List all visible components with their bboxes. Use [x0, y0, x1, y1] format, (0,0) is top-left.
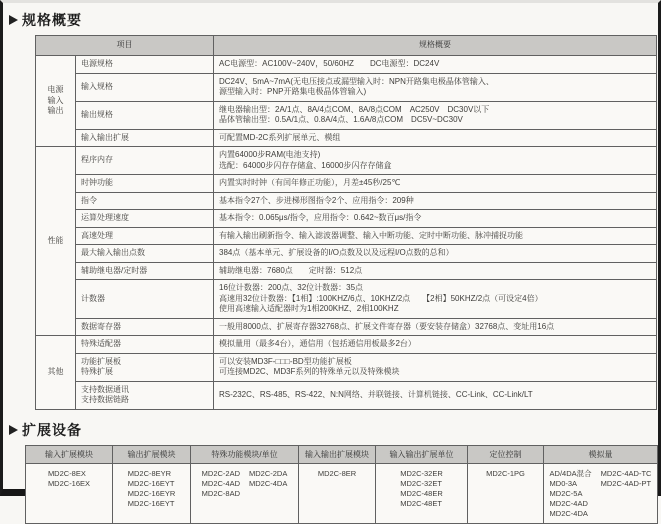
spec-value-line: 晶体管输出型：0.5A/1点、0.8A/4点、1.6A/8点COM DC5V~DC30V — [219, 115, 463, 124]
expansion-table-body — [26, 463, 658, 523]
model-number: MD2C-32ER — [400, 468, 443, 478]
item-label-line: 功能扩展板 — [81, 356, 121, 366]
item-label-cell — [76, 147, 214, 175]
expansion-models-cell — [113, 463, 191, 523]
item-label-line: 支持数据通讯 — [81, 384, 129, 394]
spec-value-cell — [214, 245, 657, 263]
spec-value-line: 可以安装MD3F-□□□-BD型功能扩展板 — [219, 356, 352, 366]
item-label-line: 指令 — [81, 195, 97, 205]
spec-row — [36, 175, 657, 193]
group-label-line: 输入 — [47, 95, 64, 105]
expansion-column-header: 模拟量 — [544, 445, 658, 463]
item-label-line: 输出规格 — [81, 109, 113, 119]
item-label-line: 支持数据链路 — [81, 395, 129, 404]
expansion-column-header: 特殊功能模块/单位 — [191, 445, 299, 463]
section-arrow-icon — [9, 15, 18, 25]
spec-value-cell — [214, 129, 657, 147]
item-label-line: 输入规格 — [81, 81, 113, 91]
spec-value-cell — [214, 192, 657, 210]
spec-value-cell — [214, 381, 657, 409]
model-columns — [28, 469, 110, 488]
item-label-cell — [76, 56, 214, 74]
model-number: MD2C-4AD-PT — [600, 478, 652, 488]
spec-value-line: RS-232C、RS-485、RS-422、N:N网络、并联链接、计算机链接、CC-Link、CC-Link/LT — [219, 389, 533, 399]
model-number: MD2C-2AD — [201, 468, 240, 478]
spec-section-title-text: 规格概要 — [22, 12, 82, 28]
group-label-cell — [36, 147, 76, 336]
item-label-line: 最大输入输出点数 — [81, 248, 145, 257]
group-label-line: 其他 — [47, 367, 64, 376]
spec-value-cell — [214, 280, 657, 319]
model-number: MD2C-8EX — [47, 468, 86, 478]
item-label-cell — [76, 227, 214, 245]
spec-section-title — [9, 10, 658, 30]
spec-header-row — [36, 36, 657, 56]
spec-value-line: 源型输入时：PNP开路集电极晶体管输入) — [219, 87, 367, 96]
model-column — [48, 469, 90, 488]
expansion-column-header: 输入扩展模块 — [26, 445, 113, 463]
item-label-line: 高速处理 — [81, 230, 113, 240]
section-arrow-icon — [9, 425, 18, 435]
model-number: MD2C-8AD — [201, 488, 240, 498]
item-label-cell — [76, 129, 214, 147]
item-label-line: 辅助继电器/定时器 — [81, 265, 148, 275]
item-label-line: 输入输出扩展 — [81, 132, 129, 142]
spec-value-line: 可连接MD2C、MD3F系列的特殊单元以及特殊模块 — [219, 367, 400, 376]
expansion-section-title — [9, 420, 658, 440]
item-label-line: 特殊扩展 — [81, 367, 113, 376]
spec-value-line: 继电器输出型：2A/1点、8A/4点COM、8A/8点COM AC250V DC30V以下 — [219, 104, 490, 114]
spec-row — [36, 227, 657, 245]
group-label-cell — [36, 56, 76, 147]
model-number: MD2C-48ET — [400, 498, 442, 508]
spec-value-line: 模拟量用（最多4台），通信用（包括通信用板最多2台） — [219, 339, 416, 348]
spec-row — [36, 336, 657, 354]
spec-value-cell — [214, 353, 657, 381]
expansion-header-row — [26, 445, 658, 463]
model-number: MD2C-16EYR — [127, 488, 176, 498]
spec-row — [36, 353, 657, 381]
spec-table-body — [36, 56, 657, 410]
item-label-line: 电源规格 — [81, 59, 113, 68]
spec-value-line: 辅助继电器：7680点 定时器：512点 — [219, 265, 363, 275]
spec-value-line: DC24V、5mA~7mA(无电压接点或漏型输入时：NPN开路集电极晶体管输入、 — [219, 76, 494, 86]
item-label-line: 数据寄存器 — [81, 321, 121, 331]
item-label-line: 计数器 — [81, 293, 105, 303]
spec-row — [36, 192, 657, 210]
spec-value-line: 选配：64000步闪存存储盒、16000步闪存存储盒 — [219, 160, 392, 170]
spec-overview-table — [35, 35, 657, 410]
expansion-devices-table — [25, 445, 658, 524]
model-columns — [470, 469, 541, 478]
spec-value-line: 基本指令：0.065μs/指令，应用指令：0.642~数百μs/指令 — [219, 213, 422, 222]
spec-value-cell — [214, 147, 657, 175]
spec-value-cell — [214, 318, 657, 336]
model-number: MD2C-4AD — [549, 498, 588, 508]
model-columns — [301, 469, 373, 478]
expansion-column-header: 输出扩展模块 — [113, 445, 191, 463]
model-number: MD2C-32ET — [400, 478, 442, 488]
model-number: MD2C-4AD-TC — [600, 468, 652, 478]
spec-row — [36, 210, 657, 228]
spec-value-cell — [214, 210, 657, 228]
expansion-models-cell — [26, 463, 113, 523]
spec-row — [36, 280, 657, 319]
spec-value-line: 384点（基本单元、扩展设备的I/O点数及以及远程I/O点数的总和） — [219, 248, 454, 257]
spec-value-cell — [214, 175, 657, 193]
spec-value-cell — [214, 336, 657, 354]
spec-value-line: 内置实时时钟（有闰年修正功能），月差±45秒/25℃ — [219, 178, 401, 187]
spec-row — [36, 73, 657, 101]
item-label-cell — [76, 318, 214, 336]
item-label-cell — [76, 192, 214, 210]
model-number: MD2C-16EX — [47, 478, 91, 488]
spec-row — [36, 245, 657, 263]
spec-value-line: 16位计数器：200点、32位计数器：35点 — [219, 283, 364, 292]
group-label-cell — [36, 336, 76, 410]
spec-row — [36, 101, 657, 129]
group-label-line: 性能 — [47, 235, 64, 245]
model-number: MD2C-8ER — [317, 468, 357, 478]
model-number: MD0-3A — [549, 478, 578, 488]
expansion-column-header: 定位控制 — [468, 445, 544, 463]
model-column — [550, 469, 592, 518]
model-columns — [115, 469, 188, 508]
item-label-cell — [76, 336, 214, 354]
item-label-line: 特殊适配器 — [81, 339, 121, 348]
spec-value-cell — [214, 227, 657, 245]
model-column — [249, 469, 287, 498]
spec-value-cell — [214, 101, 657, 129]
spec-table-header — [36, 36, 657, 56]
item-label-cell — [76, 210, 214, 228]
group-label-line: 电源 — [47, 85, 64, 95]
expansion-column-header: 输入输出扩展单位 — [376, 445, 468, 463]
model-number: MD2C-1PG — [486, 468, 525, 478]
spec-value-line: 可配置MD-2C系列扩展单元、模组 — [219, 132, 341, 142]
item-label-line: 时钟功能 — [81, 178, 113, 187]
item-label-cell — [76, 280, 214, 319]
spec-row — [36, 262, 657, 280]
model-column — [318, 469, 356, 478]
model-column — [601, 469, 652, 518]
item-label-cell — [76, 245, 214, 263]
item-label-line: 程序内存 — [81, 155, 113, 165]
expansion-models-cell — [544, 463, 658, 523]
model-number: MD2C-16EYT — [127, 478, 175, 488]
spec-value-line: 基本指令27个、步进梯形图指令2个、应用指令：209种 — [219, 195, 414, 205]
item-label-cell — [76, 73, 214, 101]
spec-value-line: AC电源型：AC100V~240V，50/60HZ DC电源型：DC24V — [219, 59, 440, 68]
model-columns — [193, 469, 296, 498]
model-columns — [378, 469, 465, 508]
model-number: AD/4DA混合 — [549, 468, 592, 478]
model-column — [128, 469, 176, 508]
model-columns — [546, 469, 655, 518]
group-label-line: 输出 — [47, 106, 64, 116]
model-number: MD2C-8EYR — [127, 468, 172, 478]
item-label-cell — [76, 353, 214, 381]
model-number: MD2C-4DA — [549, 508, 588, 518]
model-number: MD2C-48ER — [400, 488, 443, 498]
spec-value-line: 高速用32位计数器：【1相】:100KHZ/6点、10KHZ/2点 【2相】50KHZ/2点（可设定4倍） — [219, 293, 543, 303]
item-label-cell — [76, 175, 214, 193]
expansion-body-row — [26, 463, 658, 523]
item-label-cell — [76, 262, 214, 280]
model-column — [202, 469, 240, 498]
expansion-models-cell — [376, 463, 468, 523]
model-number: MD2C-2DA — [249, 468, 288, 478]
model-number: MD2C-5A — [549, 488, 583, 498]
spec-value-cell — [214, 56, 657, 74]
spec-row — [36, 318, 657, 336]
item-label-line: 运算处理速度 — [81, 213, 129, 222]
item-label-cell — [76, 101, 214, 129]
spec-row — [36, 147, 657, 175]
model-column — [400, 469, 443, 508]
expansion-column-header: 输入输出扩展模块 — [299, 445, 376, 463]
spec-value-cell — [214, 262, 657, 280]
model-number: MD2C-4DA — [249, 478, 288, 488]
spec-header-item: 项目 — [36, 36, 214, 56]
model-number: MD2C-16EYT — [127, 498, 175, 508]
expansion-models-cell — [191, 463, 299, 523]
item-label-cell — [76, 381, 214, 409]
spec-value-line: 使用高速输入适配器时为1相200KHZ、2相100KHZ — [219, 304, 399, 313]
spec-row — [36, 56, 657, 74]
model-number: MD2C-4AD — [201, 478, 240, 488]
spec-row — [36, 381, 657, 409]
expansion-section-title-text: 扩展设备 — [22, 421, 82, 438]
spec-value-line: 有输入输出刷新指令、输入滤波器调整、输入中断功能、定时中断功能、脉冲捕捉功能 — [219, 230, 523, 240]
model-column — [486, 469, 525, 478]
expansion-models-cell — [299, 463, 376, 523]
spec-header-spec: 规格概要 — [214, 36, 657, 56]
spec-row — [36, 129, 657, 147]
spec-value-cell — [214, 73, 657, 101]
spec-value-line: 内置64000步RAM(电池支持) — [219, 150, 321, 159]
spec-value-line: 一般用8000点、扩展寄存器32768点、扩展文件寄存器（要安装存储盒）32768点、变址用16点 — [219, 321, 555, 331]
expansion-table-header — [26, 445, 658, 463]
expansion-models-cell — [468, 463, 544, 523]
